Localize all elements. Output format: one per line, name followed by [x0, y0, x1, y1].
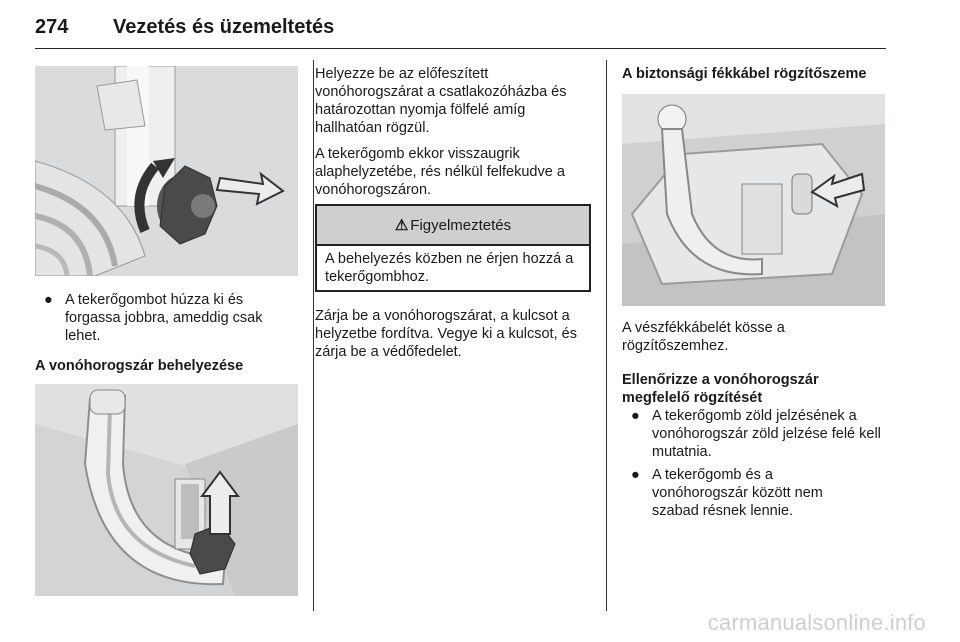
paragraph: Helyezze be az előfeszített vonóhorogszárat a csatlakozóházba és határozottan nyomja fölfelé amíg hallhatóan rögzül. [315, 66, 567, 136]
bullet-text: A tekerőgomb és a vonóhorogszár között nem szabad résnek lennie. [652, 467, 823, 519]
page-number: 274 [35, 16, 69, 38]
watermark: carmanualsonline.info [707, 610, 926, 635]
warning-text: A behelyezés közben ne érjen hozzá a tekerőgombhoz. [325, 251, 574, 285]
section-heading: A biztonsági fékkábel rögzítőszeme [622, 66, 867, 82]
paragraph: A tekerőgomb ekkor visszaugrik alaphelyzetébe, rés nélkül felfekudve a vonóhorogszáron. [315, 146, 565, 198]
column-divider-1 [313, 60, 314, 611]
insertion-illustration-svg [35, 384, 298, 596]
paragraph: A vészfékkábelét kösse a rögzítőszemhez. [622, 320, 785, 354]
warning-box [315, 204, 591, 292]
warning-icon: ⚠ [394, 217, 409, 234]
safety-cable-eye-illustration [622, 94, 885, 306]
bullet-text: A tekerőgomb zöld jelzésének a vonóhorogszár zöld jelzése felé kell mutatnia. [652, 408, 881, 460]
section-heading: A vonóhorogszár behelyezése [35, 358, 244, 374]
paragraph: Zárja be a vonóhorogszárat, a kulcsot a helyzetbe fordítva. Vegye ki a kulcsot, és zárja be a védőfedelet. [315, 308, 577, 360]
header-rule [35, 48, 886, 49]
warning-header [317, 206, 589, 246]
cable-eye-illustration-svg [622, 94, 885, 306]
bullet-text: A tekerőgombot húzza ki és forgassa jobbra, ameddig csak lehet. [65, 292, 263, 344]
warning-title: Figyelmeztetés [410, 216, 512, 234]
column-divider-2 [606, 60, 607, 611]
chapter-title: Vezetés és üzemeltetés [113, 16, 335, 38]
knob-pull-illustration-svg [35, 66, 298, 276]
tow-bar-knob-illustration [35, 66, 298, 276]
bullet-icon: ● [631, 408, 640, 424]
tow-bar-insertion-illustration [35, 384, 298, 596]
page-header [35, 12, 885, 48]
bullet-icon: ● [631, 467, 640, 483]
section-heading: Ellenőrizze a vonóhorogszár megfelelő rögzítését [622, 372, 819, 406]
bullet-icon: ● [44, 292, 53, 308]
